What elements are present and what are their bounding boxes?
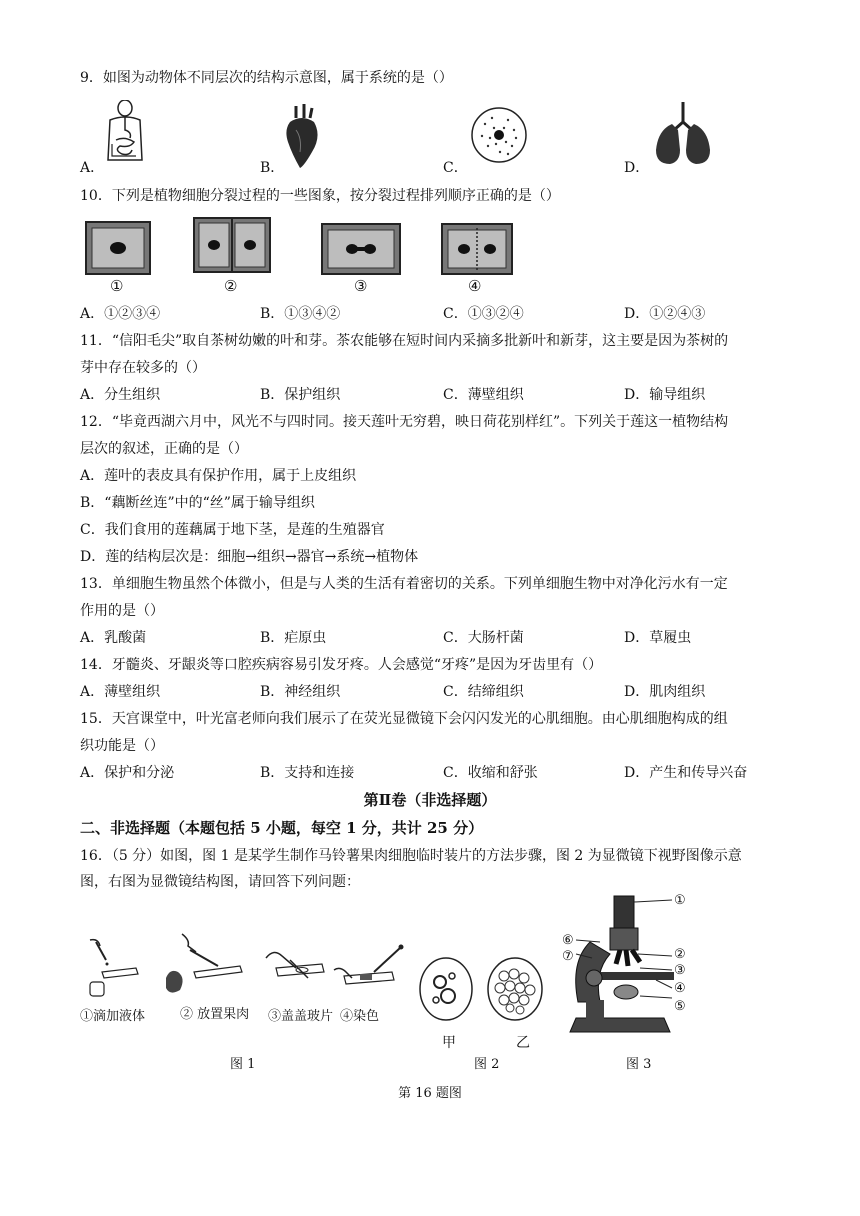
question-15-stem-2: 织功能是（） [80,738,164,754]
q14-option-d: D．肌肉组织 [624,684,706,700]
q15-option-d: D．产生和传导兴奋 [624,765,748,781]
division-stage-3 [320,222,402,276]
field-of-view-yi [486,956,544,1022]
q9-option-c: C． [443,160,468,176]
q9-option-a: A． [80,160,105,176]
q13-option-d: D．草履虫 [624,630,692,646]
fig2-caption: 图 2 [474,1057,500,1072]
q13-option-b: B．疟原虫 [260,630,327,646]
fig2-label-yi: 乙 [516,1035,530,1051]
question-10-stem: 10．下列是植物细胞分裂过程的一些图象，按分裂过程排列顺序正确的是（） [80,188,560,204]
fig1-step-3: ③盖盖玻片 [268,1009,334,1024]
figure-title: 第 16 题图 [398,1086,462,1101]
division-label-4: ④ [468,277,482,295]
fig1-step-4: ④染色 [340,1009,380,1024]
q10-option-b: B．①③④② [260,306,341,322]
digestive-system-image [100,100,150,166]
microscope-label-lines [560,892,690,1002]
lungs-image [650,100,716,168]
q13-option-c: C．大肠杆菌 [443,630,524,646]
fig3-label-6: ⑥ [562,933,574,948]
q12-option-d: D．莲的结构层次是：细胞→组织→器官→系统→植物体 [80,549,419,565]
question-12-stem-1: 12．“毕竟西湖六月中，风光不与四时同。接天莲叶无穷碧，映日荷花别样红”。下列关于莲这一植物结构 [80,414,729,430]
q14-option-c: C．结缔组织 [443,684,524,700]
fig3-label-3: ③ [674,963,686,978]
fig3-caption: 图 3 [626,1057,652,1072]
q14-option-a: A．薄壁组织 [80,684,161,700]
question-13-stem-1: 13．单细胞生物虽然个体微小，但是与人类的生活有着密切的关系。下列单细胞生物中对净化污水有一定 [80,576,728,592]
q15-option-a: A．保护和分泌 [80,765,175,781]
q12-option-c: C．我们食用的莲藕属于地下茎，是莲的生殖器官 [80,522,385,538]
q10-option-c: C．①③②④ [443,306,524,322]
division-stage-2 [192,216,272,274]
fig2-label-jia: 甲 [442,1035,456,1051]
division-label-1: ① [110,277,124,295]
fig3-label-1: ① [674,893,686,908]
division-stage-4 [440,222,514,276]
q9-option-b: B． [260,160,285,176]
q13-option-a: A．乳酸菌 [80,630,147,646]
fig3-label-2: ② [674,947,686,962]
field-of-view-jia [418,956,474,1022]
step2-place-pulp-image [160,932,244,998]
step4-staining-image [330,944,406,1000]
division-label-2: ② [224,277,238,295]
question-11-stem-2: 芽中存在较多的（） [80,360,206,376]
question-14-stem: 14．牙髓炎、牙龈炎等口腔疾病容易引发牙疼。人会感觉“牙疼”是因为牙齿里有（） [80,657,603,673]
q12-option-a: A．莲叶的表皮具有保护作用，属于上皮组织 [80,468,357,484]
fig1-step-1: ①滴加液体 [80,1009,146,1024]
q15-option-c: C．收缩和舒张 [443,765,538,781]
fig3-label-4: ④ [674,981,686,996]
q10-option-a: A．①②③④ [80,306,161,322]
heart-image [282,104,322,170]
fig3-label-5: ⑤ [674,999,686,1014]
question-13-stem-2: 作用的是（） [80,603,164,619]
question-16-stem-1: 16．（5 分）如图，图 1 是某学生制作马铃薯果肉细胞临时装片的方法步骤，图 2 为显微镜下视野图像示意 [80,848,742,864]
cell-image [470,106,528,164]
q10-option-d: D．①②④③ [624,306,706,322]
fig3-label-7: ⑦ [562,949,574,964]
q14-option-b: B．神经组织 [260,684,341,700]
q15-option-b: B．支持和连接 [260,765,355,781]
division-label-3: ③ [354,277,368,295]
q11-option-a: A．分生组织 [80,387,161,403]
division-stage-1 [84,220,152,276]
fig1-step-2: ② 放置果肉 [180,1007,250,1022]
q12-option-b: B．“藕断丝连”中的“丝”属于输导组织 [80,495,315,511]
question-11-stem-1: 11．“信阳毛尖”取自茶树幼嫩的叶和芽。茶农能够在短时间内采摘多批新叶和新芽，这主要是因为茶树的 [80,333,729,349]
volume-title: 第Ⅱ卷（非选择题） [363,791,497,809]
question-9-stem: 9．如图为动物体不同层次的结构示意图，属于系统的是（） [80,70,453,86]
q11-option-c: C．薄壁组织 [443,387,524,403]
question-15-stem-1: 15．天宫课堂中，叶光富老师向我们展示了在荧光显微镜下会闪闪发光的心肌细胞。由心肌细胞构成的组 [80,711,728,727]
section-heading: 二、非选择题（本题包括 5 小题，每空 1 分，共计 25 分） [80,819,484,837]
step3-cover-slip-image [256,938,330,998]
question-16-stem-2: 图，右图为显微镜结构图，请回答下列问题： [80,874,360,890]
step1-drip-liquid-image [76,938,146,998]
q11-option-d: D．输导组织 [624,387,706,403]
fig1-caption: 图 1 [230,1057,256,1072]
question-12-stem-2: 层次的叙述，正确的是（） [80,441,248,457]
q9-option-d: D． [624,160,650,176]
q11-option-b: B．保护组织 [260,387,341,403]
